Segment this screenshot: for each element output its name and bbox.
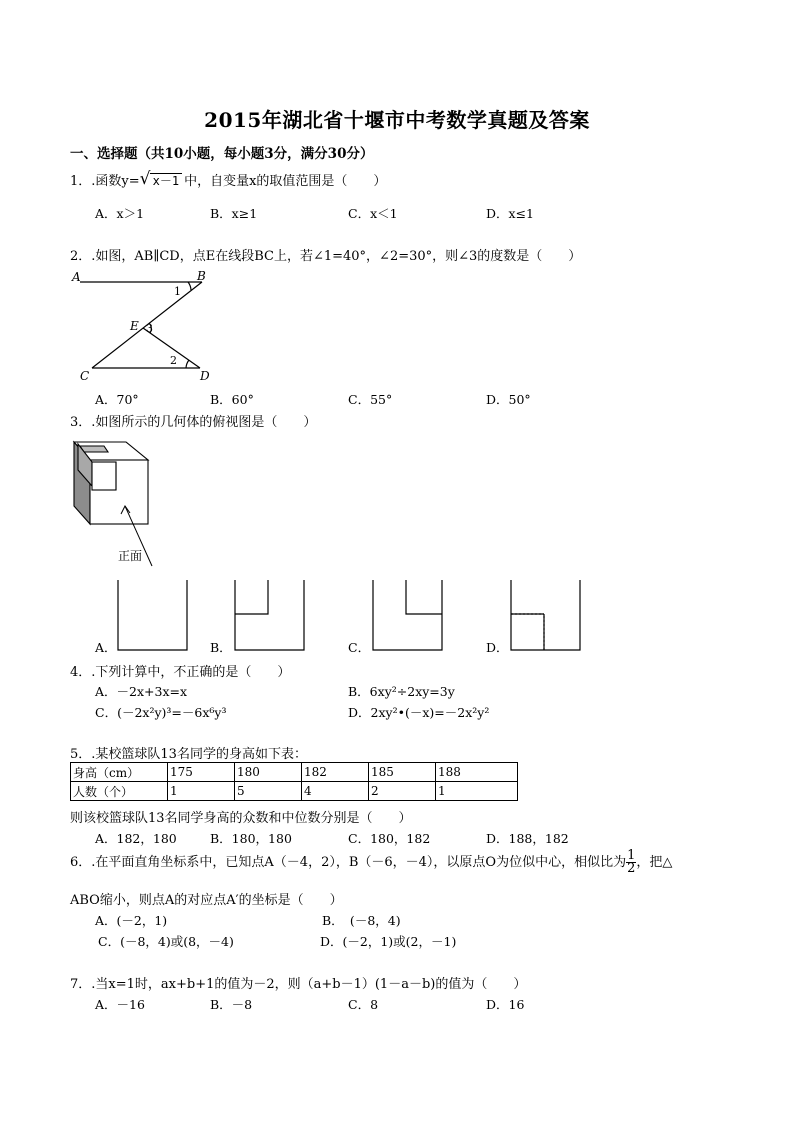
q4-option-a: A．－2x+3x=x	[95, 684, 188, 699]
radical-sign: √	[139, 169, 151, 189]
q3-solid-figure	[68, 432, 168, 572]
q2-figure	[70, 268, 220, 383]
q1-suffix: 中，自变量x的取值范围是（ ）	[184, 174, 387, 189]
fraction-numerator: 1	[627, 848, 636, 863]
q3-option-c-figure	[372, 580, 444, 652]
q1-option-b: B．x≥1	[210, 206, 258, 221]
label-c: C	[80, 369, 90, 383]
label-d: D	[200, 369, 210, 383]
label-angle-3: 3	[146, 322, 153, 335]
q1-prefix: 1．.函数y=	[70, 174, 140, 189]
q3-option-a-label: A．	[95, 640, 117, 655]
q2-option-d: D．50°	[486, 392, 531, 407]
q3-option-b-figure	[234, 580, 306, 652]
table-cell: 182	[302, 763, 369, 782]
q2-option-a: A．70°	[95, 392, 139, 407]
q6-stem-end: ，把△	[636, 855, 673, 870]
q2-option-b: B．60°	[210, 392, 254, 407]
q7-option-c: C．8	[348, 997, 379, 1012]
q3-option-d-figure	[510, 580, 582, 652]
front-label: 正面	[118, 549, 143, 563]
table-cell: 2	[369, 782, 436, 801]
q5-option-d: D．188，182	[486, 831, 569, 846]
q4-option-b: B．6xy²÷2xy=3y	[348, 684, 455, 699]
q7-option-b: B．－8	[210, 997, 253, 1012]
label-angle-1: 1	[174, 285, 181, 298]
table-row	[71, 782, 518, 801]
q6-option-a: A．(－2，1)	[95, 913, 168, 928]
label-a: A	[72, 270, 81, 284]
q3-option-b-label: B．	[210, 640, 232, 655]
question-5-stem: 5．.某校篮球队13名同学的身高如下表：	[70, 747, 307, 762]
q7-option-a: A．－16	[95, 997, 145, 1012]
q4-option-d: D．2xy²•(－x)=－2x²y²	[348, 705, 490, 720]
question-7-stem: 7．.当x=1时，ax+b+1的值为－2，则（a+b－1）(1－a－b)的值为（ ）	[70, 977, 527, 992]
table-cell: 188	[436, 763, 518, 782]
q2-option-c: C．55°	[348, 392, 393, 407]
q6-stem-text: 6．.在平面直角坐标系中，已知点A（－4，2），B（－6，－4），以原点O为位似中心，相似比为	[70, 855, 627, 870]
q1-option-d: D．x≤1	[486, 206, 534, 221]
label-b: B	[197, 269, 206, 283]
q3-option-c-label: C．	[348, 640, 371, 655]
q1-option-a: A．x＞1	[95, 206, 145, 221]
table-cell: 身高（cm）	[71, 763, 168, 782]
table-cell: 185	[369, 763, 436, 782]
q5-option-a: A．182，180	[95, 831, 177, 846]
table-cell: 175	[168, 763, 235, 782]
section-heading: 一、选择题（共10小题，每小题3分，满分30分）	[70, 146, 374, 162]
page-title: 2015年湖北省十堰市中考数学真题及答案	[204, 108, 590, 132]
sqrt-content: x－1	[150, 173, 182, 188]
question-5-followup: 则该校篮球队13名同学身高的众数和中位数分别是（ ）	[70, 811, 412, 826]
q7-option-d: D．16	[486, 997, 525, 1012]
fraction-one-half	[626, 850, 636, 875]
notch-inner	[92, 462, 116, 490]
q5-option-b: B．180，180	[210, 831, 292, 846]
table-cell: 5	[235, 782, 302, 801]
table-cell: 180	[235, 763, 302, 782]
q1-option-c: C．x＜1	[348, 206, 398, 221]
q6-option-b: B． (－8，4)	[322, 913, 401, 928]
question-6-stem	[70, 850, 672, 875]
q3-option-d-label: D．	[486, 640, 509, 655]
sqrt-expression	[139, 169, 182, 189]
table-cell: 1	[436, 782, 518, 801]
fraction-denominator: 2	[627, 861, 636, 876]
label-e: E	[130, 319, 139, 333]
q3-option-a-figure	[117, 580, 189, 652]
question-4-stem: 4．.下列计算中，不正确的是（ ）	[70, 665, 291, 680]
question-6-stem-line2: ABO缩小，则点A的对应点A′的坐标是（ ）	[70, 893, 343, 908]
table-cell: 4	[302, 782, 369, 801]
angle-2-arc	[186, 360, 189, 368]
q6-option-c: C．(－8，4)或(8，－4)	[98, 934, 234, 949]
angle-1-arc	[188, 282, 191, 290]
question-1-stem	[70, 170, 386, 189]
question-3-stem: 3．.如图所示的几何体的俯视图是（ ）	[70, 415, 317, 430]
table-row	[71, 763, 518, 782]
table-cell: 人数（个）	[71, 782, 168, 801]
heights-table	[70, 762, 518, 801]
q6-option-d: D．(－2，1)或(2，－1)	[320, 934, 457, 949]
q5-option-c: C．180，182	[348, 831, 431, 846]
q4-option-c: C．(－2x²y)³=－6x⁶y³	[95, 705, 227, 720]
question-2-stem: 2．.如图，AB∥CD，点E在线段BC上，若∠1=40°，∠2=30°，则∠3的度数是（ ）	[70, 249, 582, 264]
table-cell: 1	[168, 782, 235, 801]
label-angle-2: 2	[170, 354, 177, 367]
